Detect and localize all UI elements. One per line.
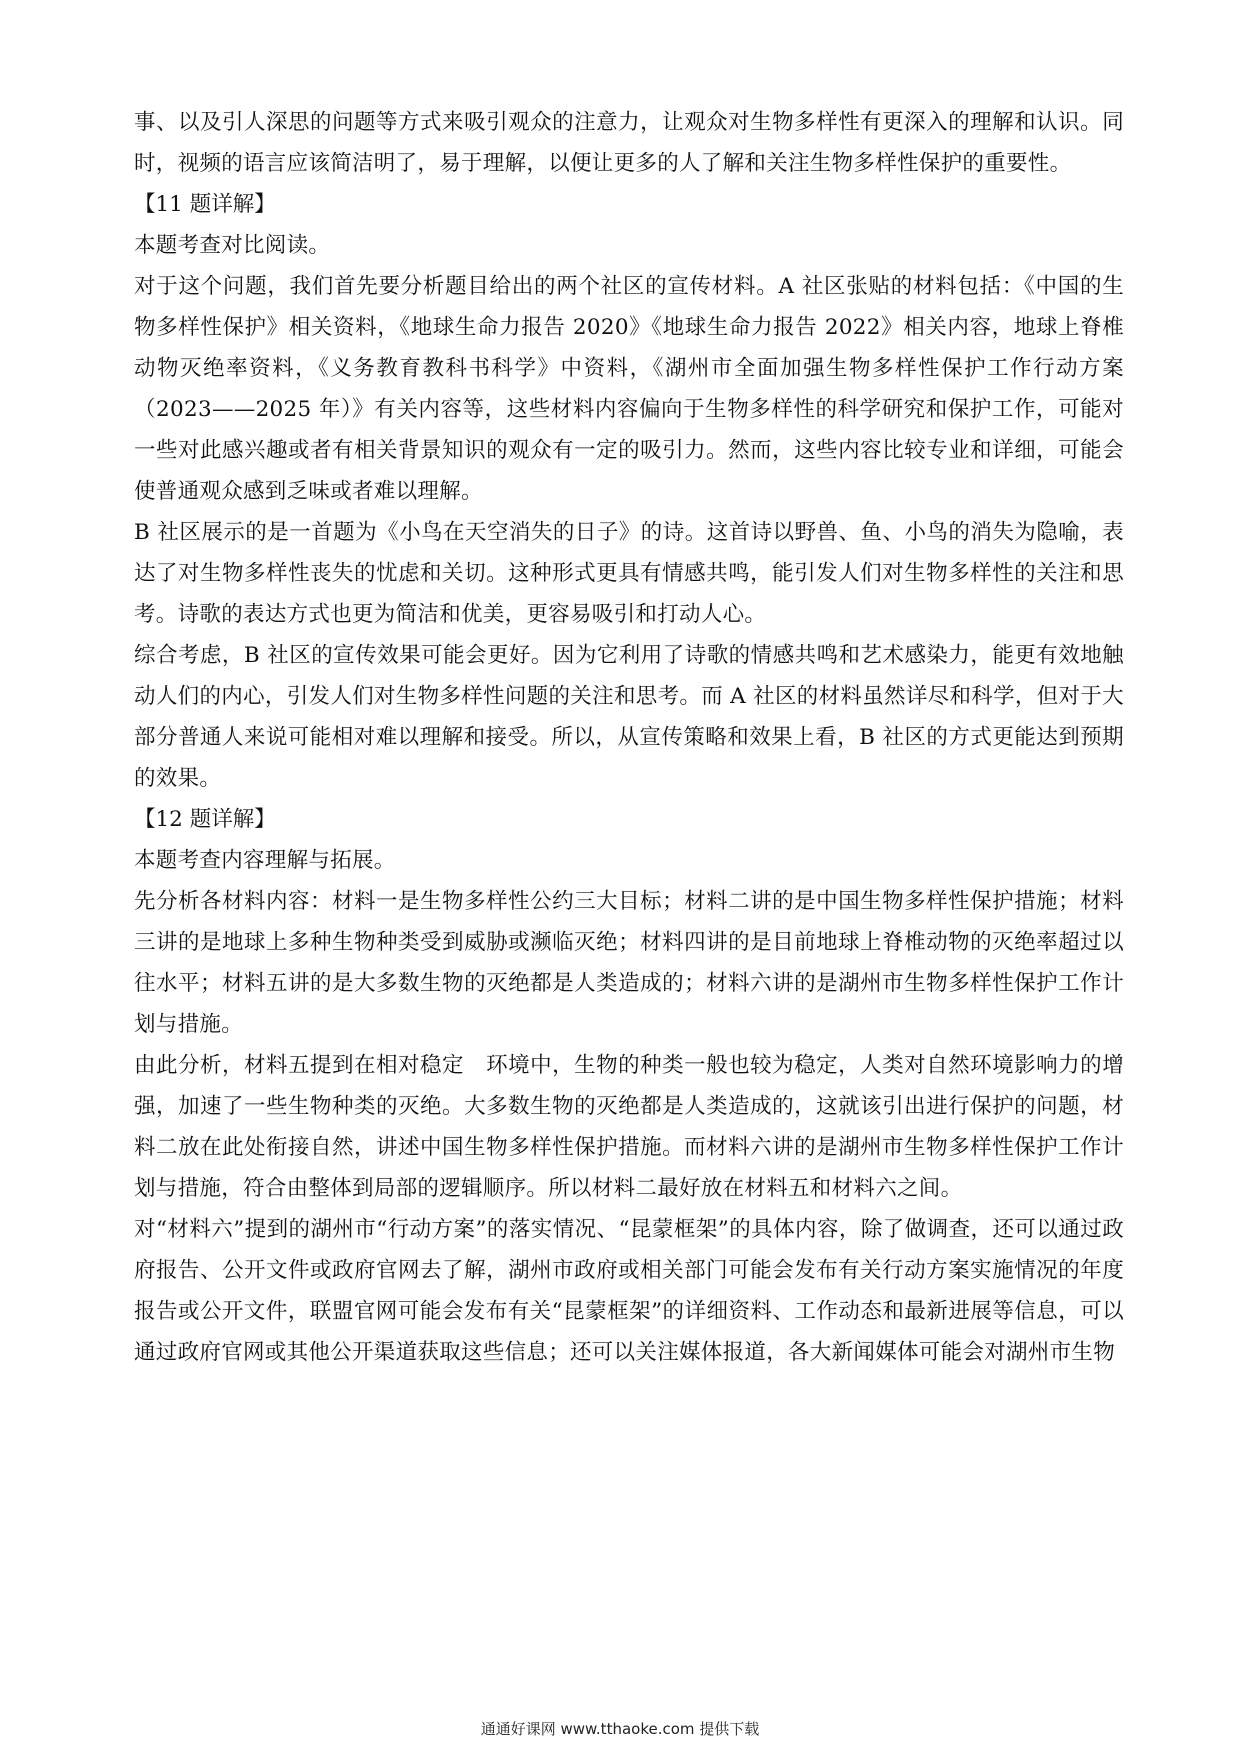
paragraph-intro-11: 本题考查对比阅读。 bbox=[134, 233, 331, 258]
paragraph-materials-analysis: 先分析各材料内容：材料一是生物多样性公约三大目标；材料二讲的是中国生物多样性保护措施；材料三讲的是地球上多种生物种类受到威胁或濒临灭绝；材料四讲的是目前地球上脊椎动物的灭绝率超过以往水平；材料五讲的是大多数生物的灭绝都是人类造成的；材料六讲的是湖州市生物多样性保护工作计划与措施。 bbox=[134, 889, 1124, 1037]
paragraph-research-methods: 对“材料六”提到的湖州市“行动方案”的落实情况、“昆蒙框架”的具体内容，除了做调查，还可以通过政府报告、公开文件或政府官网去了解，湖州市政府或相关部门可能会发布有关行动方案实施情况的年度报告或公开文件，联盟官网可能会发布有关“昆蒙框架”的详细资料、工作动态和最新进展等信息，可以通过政府官网或其他公开渠道获取这些信息；还可以关注媒体报道，各大新闻媒体可能会对湖州市生物 bbox=[134, 1217, 1124, 1365]
paragraph-community-a: 对于这个问题，我们首先要分析题目给出的两个社区的宣传材料。A 社区张贴的材料包括：《中国的生物多样性保护》相关资料，《地球生命力报告 2020》《地球生命力报告 2022》相关内容，地球上脊椎动物灭绝率资料，《义务教育教科书科学》中资料，《湖州市全面加强生物多样性保护工作行动方案（2023——2025 年）》有关内容等，这些材料内容偏向于生物多样性的科学研究和保护工作，可能对一些对此感兴趣或者有相关背景知识的观众有一定的吸引力。然而，这些内容比较专业和详细，可能会使普通观众感到乏味或者难以理解。 bbox=[134, 274, 1124, 504]
paragraph-intro-12: 本题考查内容理解与拓展。 bbox=[134, 848, 396, 873]
document-body bbox=[134, 102, 1124, 1373]
footer-download-notice: 通通好课网 www.tthaoke.com 提供下载 bbox=[480, 1720, 760, 1738]
section-heading-12: 【12 题详解】 bbox=[134, 807, 276, 832]
paragraph-conclusion-11: 综合考虑，B 社区的宣传效果可能会更好。因为它利用了诗歌的情感共鸣和艺术感染力，能更有效地触动人们的内心，引发人们对生物多样性问题的关注和思考。而 A 社区的材料虽然详尽和科学，但对于大部分普通人来说可能相对难以理解和接受。所以，从宣传策略和效果上看，B 社区的方式更能达到预期的效果。 bbox=[134, 643, 1124, 791]
paragraph-continuation: 事、以及引人深思的问题等方式来吸引观众的注意力，让观众对生物多样性有更深入的理解和认识。同时，视频的语言应该简洁明了，易于理解，以便让更多的人了解和关注生物多样性保护的重要性。 bbox=[134, 110, 1124, 176]
paragraph-community-b: B 社区展示的是一首题为《小鸟在天空消失的日子》的诗。这首诗以野兽、鱼、小鸟的消失为隐喻，表达了对生物多样性丧失的忧虑和关切。这种形式更具有情感共鸣，能引发人们对生物多样性的关注和思考。诗歌的表达方式也更为简洁和优美，更容易吸引和打动人心。 bbox=[134, 520, 1124, 627]
section-heading-11: 【11 题详解】 bbox=[134, 192, 276, 217]
paragraph-material-order: 由此分析，材料五提到在相对稳定 环境中，生物的种类一般也较为稳定，人类对自然环境影响力的增强，加速了一些生物种类的灭绝。大多数生物的灭绝都是人类造成的，这就该引出进行保护的问题，材料二放在此处衔接自然，讲述中国生物多样性保护措施。而材料六讲的是湖州市生物多样性保护工作计划与措施，符合由整体到局部的逻辑顺序。所以材料二最好放在材料五和材料六之间。 bbox=[134, 1053, 1124, 1201]
